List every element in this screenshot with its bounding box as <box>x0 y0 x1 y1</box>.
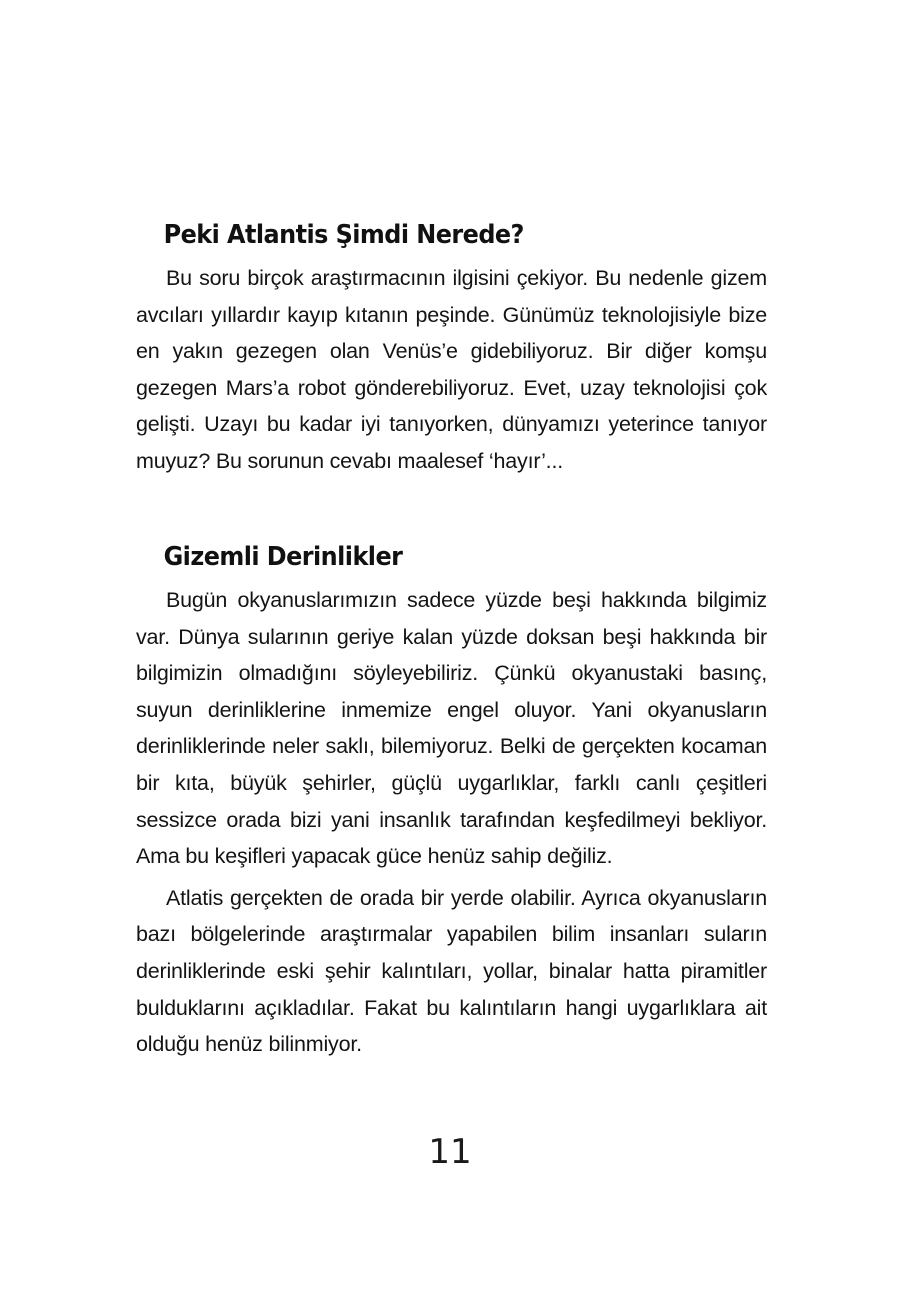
paragraph: Bu soru birçok araştırmacının ilgisini çekiyor. Bu nedenle gizem avcıları yıllardır kayıp kıtanın peşinde. Günümüz teknolojisiyle bize en yakın gezegen olan Venüs’e gidebiliyoruz. Bir diğer komşu gezegen Mars’a robot gönderebiliyoruz. Evet, uzay teknolojisi çok gelişti. Uzayı bu kadar iyi tanıyorken, dünyamızı yeterince tanıyor muyuz? Bu sorunun cevabı maalesef ‘hayır’... <box>136 266 767 473</box>
section-heading: Peki Atlantis Şimdi Nerede? <box>163 220 524 250</box>
paragraph: Bugün okyanuslarımızın sadece yüzde beşi hakkında bilgimiz var. Dünya sularının geriye kalan yüzde doksan beşi hakkında bir bilgimizin olmadığını söyleyebiliriz. Çünkü okyanustaki basınç, suyun derinliklerine inmemize engel oluyor. Yani okyanusların derinliklerinde neler saklı, bilemiyoruz. Belki de gerçekten kocaman bir kıta, büyük şehirler, güçlü uygarlıklar, farklı canlı çeşitleri sessizce orada bizi yani insanlık tarafından keşfedilmeyi bekliyor. Ama bu keşifleri yapacak güce henüz sahip değiliz. <box>136 588 767 869</box>
page-number: 11 <box>428 1132 472 1172</box>
section-atlantis-where <box>136 218 767 480</box>
section-heading: Gizemli Derinlikler <box>163 542 403 572</box>
section-mysterious-depths <box>136 540 767 1063</box>
paragraph: Atlatis gerçekten de orada bir yerde olabilir. Ayrıca okyanusların bazı bölgelerinde araştırmalar yapabilen bilim insanları suların derinliklerinde eski şehir kalıntıları, yollar, binalar hatta piramitler bulduklarını açıkladılar. Fakat bu kalıntıların hangi uygarlıklara ait olduğu henüz bilinmiyor. <box>136 885 767 1057</box>
